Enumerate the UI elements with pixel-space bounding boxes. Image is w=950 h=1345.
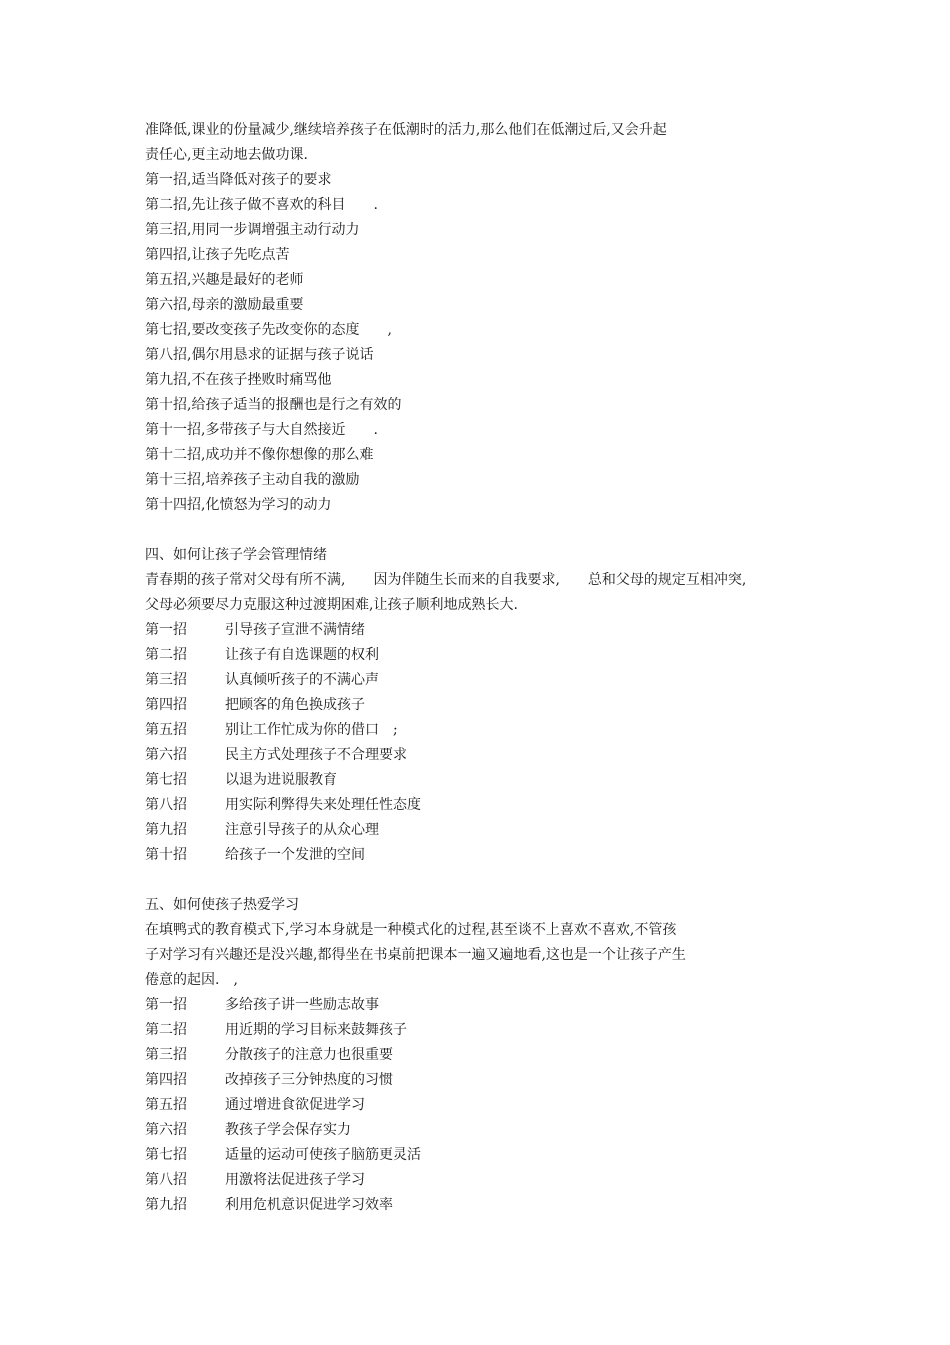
- tip-label: 第十招: [145, 847, 187, 863]
- tip-item: 第七招,要改变孩子先改变你的态度 ,: [145, 322, 392, 338]
- tip-text: 教孩子学会保存实力: [225, 1122, 351, 1138]
- tip-text: 分散孩子的注意力也很重要: [225, 1047, 393, 1063]
- tip-label: 第九招: [145, 822, 187, 838]
- tip-item: [145, 993, 845, 1018]
- intro-line: 准降低,课业的份量减少,继续培养孩子在低潮时的活力,那么他们在低潮过后,又会升起: [145, 122, 667, 138]
- tip-item: [145, 718, 845, 743]
- tip-item: 第五招,兴趣是最好的老师: [145, 272, 304, 288]
- spacer: [145, 518, 845, 543]
- tip-item: [145, 843, 845, 868]
- tip-text: 让孩子有自选课题的权利: [225, 647, 379, 663]
- spacer: [145, 868, 845, 893]
- tip-item: 第四招,让孩子先吃点苦: [145, 247, 290, 263]
- tip-label: 第六招: [145, 1122, 187, 1138]
- intro-line: 责任心,更主动地去做功课.: [145, 147, 308, 163]
- tip-item: 第二招,先让孩子做不喜欢的科目 .: [145, 197, 378, 213]
- tip-label: 第四招: [145, 1072, 187, 1088]
- tip-item: [145, 793, 845, 818]
- tip-text: 以退为进说服教育: [225, 772, 337, 788]
- tip-label: 第八招: [145, 797, 187, 813]
- section-paragraph-line: 子对学习有兴趣还是没兴趣,都得坐在书桌前把课本一遍又遍地看,这也是一个让孩子产生: [145, 947, 686, 963]
- tip-item: 第六招,母亲的激励最重要: [145, 297, 304, 313]
- tip-label: 第八招: [145, 1172, 187, 1188]
- tip-text: 通过增进食欲促进学习: [225, 1097, 365, 1113]
- tip-item: [145, 1118, 845, 1143]
- tip-label: 第四招: [145, 697, 187, 713]
- tip-item: [145, 618, 845, 643]
- tip-text: 改掉孩子三分钟热度的习惯: [225, 1072, 393, 1088]
- tip-label: 第五招: [145, 1097, 187, 1113]
- tip-label: 第三招: [145, 672, 187, 688]
- section-paragraph-line: 倦意的起因. ,: [145, 972, 238, 988]
- tip-text: 利用危机意识促进学习效率: [225, 1197, 393, 1213]
- tip-item: [145, 743, 845, 768]
- section-heading: 四、如何让孩子学会管理情绪: [145, 547, 327, 563]
- tip-label: 第一招: [145, 622, 187, 638]
- tip-text: 把顾客的角色换成孩子: [225, 697, 365, 713]
- tip-label: 第二招: [145, 647, 187, 663]
- tip-item: 第八招,偶尔用恳求的证据与孩子说话: [145, 347, 374, 363]
- tip-item: [145, 1068, 845, 1093]
- tip-item: [145, 668, 845, 693]
- tip-item: 第三招,用同一步调增强主动行动力: [145, 222, 360, 238]
- tip-item: 第九招,不在孩子挫败时痛骂他: [145, 372, 332, 388]
- tip-item: 第十招,给孩子适当的报酬也是行之有效的: [145, 397, 402, 413]
- tip-item: [145, 643, 845, 668]
- tip-text: 民主方式处理孩子不合理要求: [225, 747, 407, 763]
- tip-label: 第九招: [145, 1197, 187, 1213]
- tip-item: 第十三招,培养孩子主动自我的激励: [145, 472, 360, 488]
- tip-text: 适量的运动可使孩子脑筋更灵活: [225, 1147, 421, 1163]
- tip-item: [145, 1093, 845, 1118]
- tip-text: 注意引导孩子的从众心理: [225, 822, 379, 838]
- tip-item: 第十二招,成功并不像你想像的那么难: [145, 447, 374, 463]
- tip-item: [145, 1168, 845, 1193]
- tip-item: 第一招,适当降低对孩子的要求: [145, 172, 332, 188]
- tip-text: 引导孩子宣泄不满情绪: [225, 622, 365, 638]
- tip-text: 用实际利弊得失来处理任性态度: [225, 797, 421, 813]
- section-paragraph-line: 父母必须要尽力克服这种过渡期困难,让孩子顺利地成熟长大.: [145, 597, 518, 613]
- tip-label: 第五招: [145, 722, 187, 738]
- tip-item: [145, 1143, 845, 1168]
- section-paragraph-line: 青春期的孩子常对父母有所不满, 因为伴随生长而来的自我要求, 总和父母的规定互相冲突,: [145, 572, 747, 588]
- tip-item: 第十一招,多带孩子与大自然接近 .: [145, 422, 378, 438]
- section-heading: 五、如何使孩子热爱学习: [145, 897, 299, 913]
- tip-label: 第六招: [145, 747, 187, 763]
- tip-label: 第七招: [145, 772, 187, 788]
- tip-item: [145, 1043, 845, 1068]
- tip-text: 别让工作忙成为你的借口 ;: [225, 722, 398, 738]
- tip-item: [145, 1193, 845, 1218]
- tip-text: 认真倾听孩子的不满心声: [225, 672, 379, 688]
- tip-label: 第二招: [145, 1022, 187, 1038]
- tip-text: 用激将法促进孩子学习: [225, 1172, 365, 1188]
- tip-text: 用近期的学习目标来鼓舞孩子: [225, 1022, 407, 1038]
- tip-item: [145, 768, 845, 793]
- tip-text: 多给孩子讲一些励志故事: [225, 997, 379, 1013]
- tip-item: [145, 1018, 845, 1043]
- tip-text: 给孩子一个发泄的空间: [225, 847, 365, 863]
- tip-item: [145, 693, 845, 718]
- tip-label: 第一招: [145, 997, 187, 1013]
- tip-label: 第三招: [145, 1047, 187, 1063]
- tip-label: 第七招: [145, 1147, 187, 1163]
- tip-item: [145, 818, 845, 843]
- tip-item: 第十四招,化愤怒为学习的动力: [145, 497, 332, 513]
- section-paragraph-line: 在填鸭式的教育模式下,学习本身就是一种模式化的过程,甚至谈不上喜欢不喜欢,不管孩: [145, 922, 677, 938]
- document-page: [145, 118, 845, 1218]
